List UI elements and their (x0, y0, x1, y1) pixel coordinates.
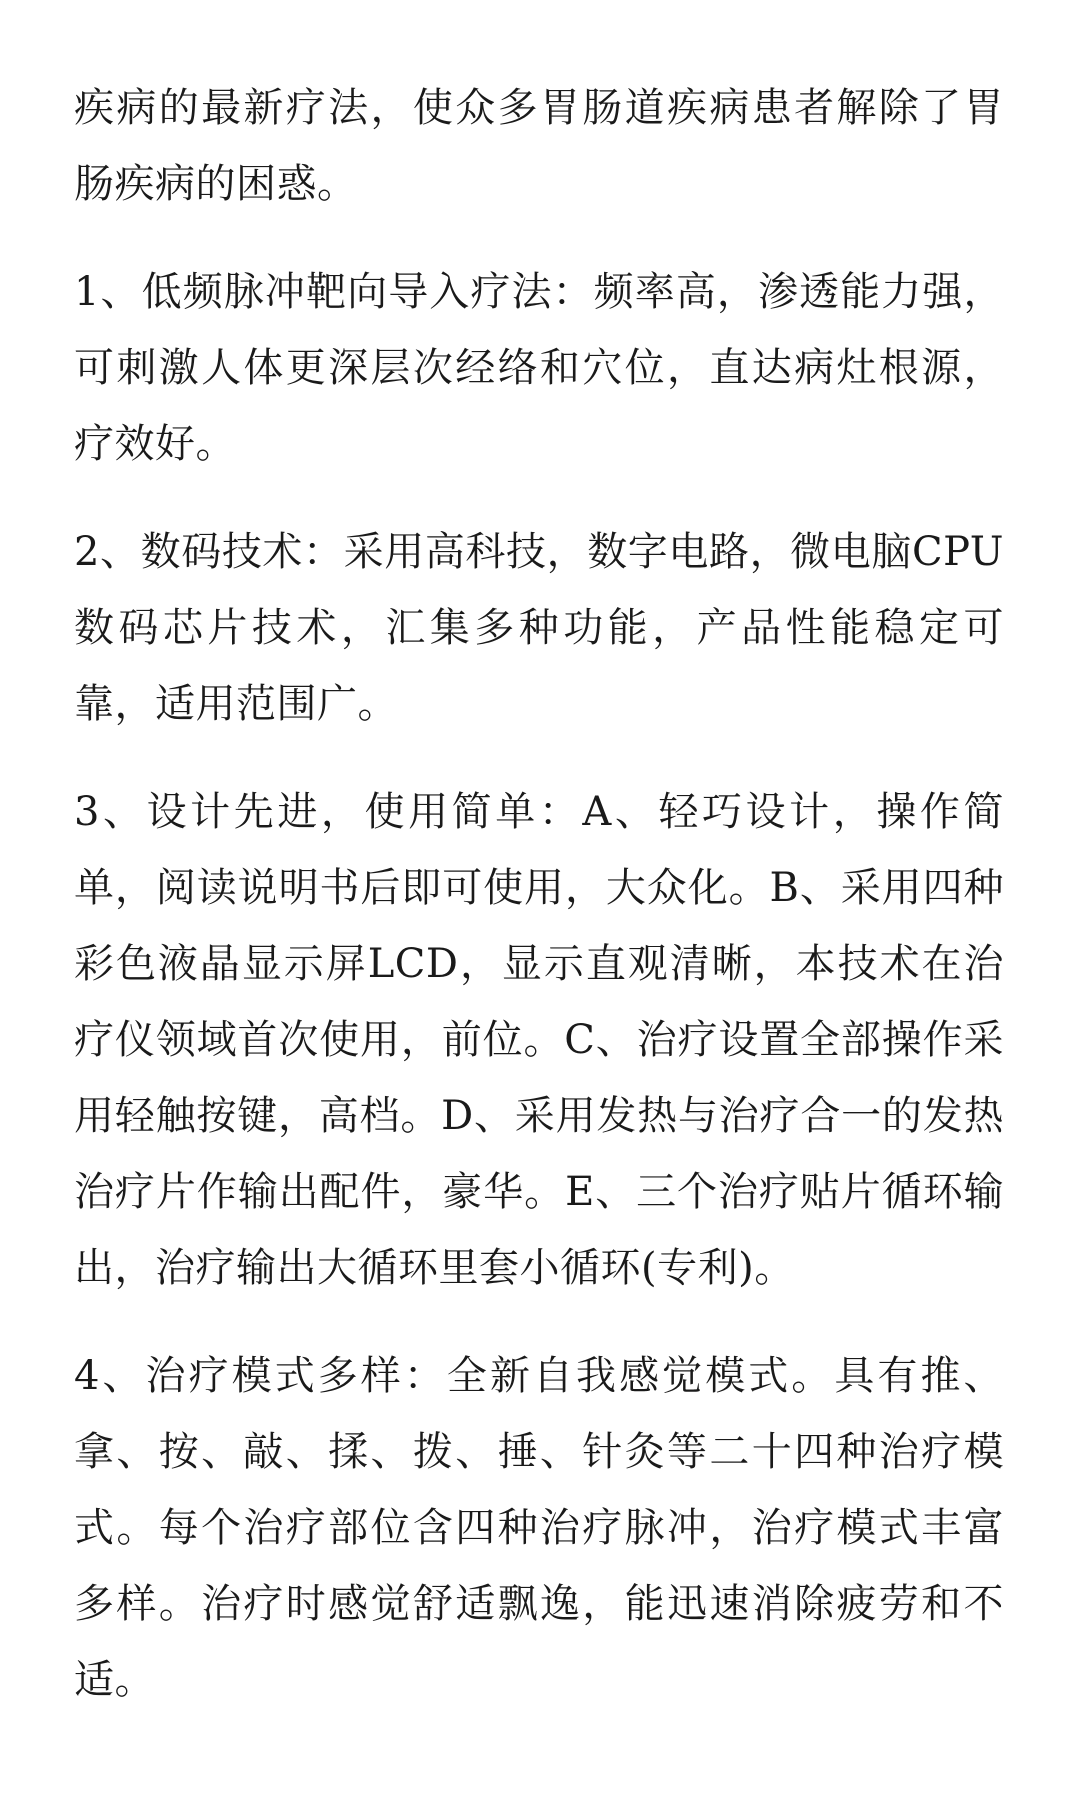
paragraph-item-4: 4、治疗模式多样：全新自我感觉模式。具有推、拿、按、敲、揉、拨、捶、针灸等二十四种治疗模式。每个治疗部位含四种治疗脉冲，治疗模式丰富多样。治疗时感觉舒适飘逸，能迅速消除疲劳和不适。 (74, 1353, 1004, 1703)
paragraph-item-3: 3、设计先进，使用简单：A、轻巧设计，操作简单，阅读说明书后即可使用，大众化。B、采用四种彩色液晶显示屏LCD，显示直观清晰，本技术在治疗仪领域首次使用，前位。C、治疗设置全部操作采用轻触按键，高档。D、采用发热与治疗合一的发热治疗片作输出配件，豪华。E、三个治疗贴片循环输出，治疗输出大循环里套小循环(专利)。 (74, 789, 1004, 1291)
paragraph-item-2: 2、数码技术：采用高科技，数字电路，微电脑CPU数码芯片技术，汇集多种功能，产品性能稳定可靠，适用范围广。 (74, 529, 1004, 727)
paragraph-intro: 疾病的最新疗法，使众多胃肠道疾病患者解除了胃肠疾病的困惑。 (74, 85, 1004, 207)
article-body (74, 70, 1004, 1750)
paragraph-item-1: 1、低频脉冲靶向导入疗法：频率高，渗透能力强，可刺激人体更深层次经络和穴位，直达病灶根源，疗效好。 (74, 269, 1004, 467)
